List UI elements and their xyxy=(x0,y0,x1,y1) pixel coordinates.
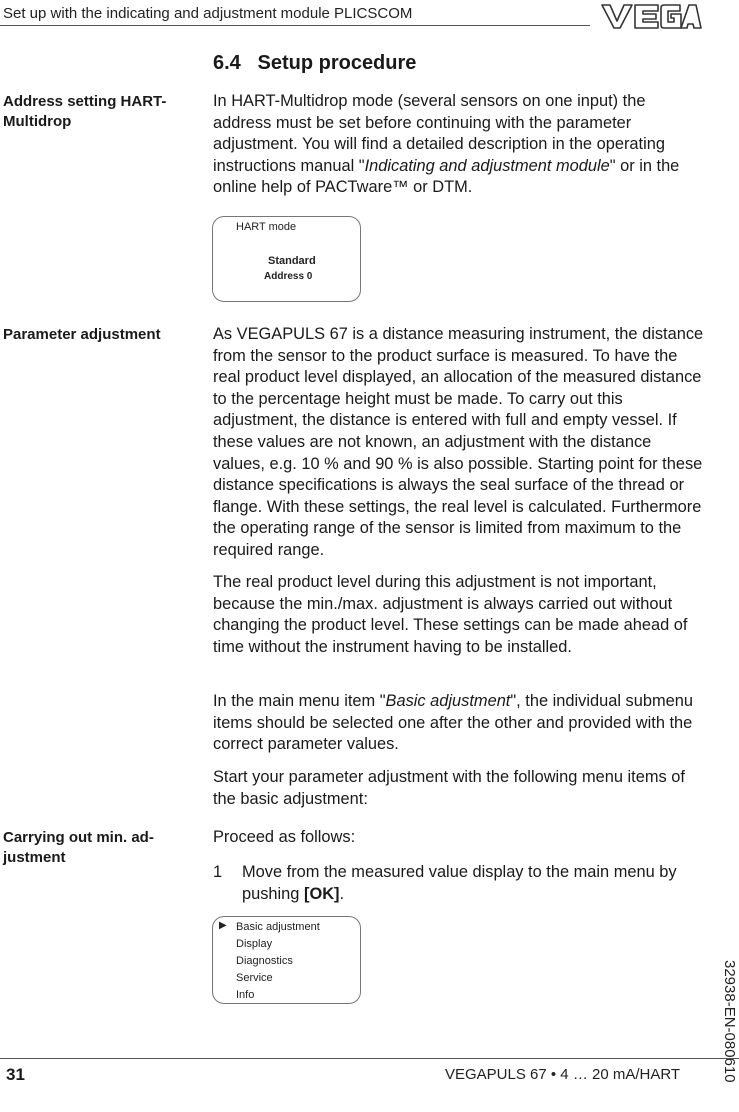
footer-product: VEGAPULS 67 • 4 … 20 mA/HART xyxy=(445,1066,681,1083)
parameter-paragraph-3: In the main menu item "Basic adjustment", the individual submenu items should be selected one after the other and provided with the correct parameter values. xyxy=(213,692,693,754)
menu-item-display: Display xyxy=(236,938,273,950)
menu-item-service: Service xyxy=(236,972,273,984)
display-address: Address 0 xyxy=(264,271,313,282)
vega-logo xyxy=(600,2,702,30)
menu-item-basic-adjustment: Basic adjustment xyxy=(236,921,320,933)
step-text: Move from the measured value display to the main menu by pushing [OK]. xyxy=(242,863,677,903)
svg-text:VEGA: VEGA xyxy=(600,2,603,3)
section-heading xyxy=(213,51,416,75)
header-divider xyxy=(0,25,590,26)
section-title: Setup procedure xyxy=(257,52,417,74)
step-number: 1 xyxy=(213,863,223,881)
parameter-paragraph-2: The real product level during this adjustment is not important, because the min./max. adjustment is always carried out without changing the product level. These settings can be made ahead of time without the instrument having to be installed. xyxy=(213,573,688,656)
document-code: 32938-EN-080610 xyxy=(721,960,738,1083)
page-number: 31 xyxy=(6,1065,25,1084)
min-adjustment-label: Carrying out min. ad- justment xyxy=(3,829,154,866)
section-number: 6.4 xyxy=(213,52,241,74)
header-title: Set up with the indicating and adjustment module PLICSCOM xyxy=(3,5,413,22)
parameter-paragraph-1: As VEGAPULS 67 is a distance measuring instrument, the distance from the sensor to the product surface is measured. To have the real product level displayed, an allocation of the measured distance to the percentage height must be made. To carry out this adjustment, the distance is entered with full and empty vessel. If these values are not known, an adjustment with the distance values, e.g. 10 % and 90 % is also possible. Starting point for these distance specifications is always the seal surface of the thread or flange. With these settings, the real level is calculated. Furthermore the operating range of the sensor is limited from maximum to the required range. xyxy=(213,325,704,559)
display-main-menu xyxy=(212,916,361,1004)
min-adjustment-intro: Proceed as follows: xyxy=(213,828,356,846)
parameter-adjustment-label: Parameter adjustment xyxy=(3,326,161,343)
footer-divider xyxy=(0,1058,739,1059)
address-setting-label: Address setting HART-Multidrop xyxy=(3,93,167,130)
display-value: Standard xyxy=(268,255,316,267)
display-hart-mode xyxy=(212,216,361,302)
menu-item-info: Info xyxy=(236,989,255,1001)
address-setting-text: In HART-Multidrop mode (several sensors on one input) the address must be set before continuing with the parameter adjustment. You will find a detailed description in the operating instructions manual "Indicating and adjustment module" or in the online help of PACTware™ or DTM. xyxy=(213,92,680,197)
pointer-icon: ▶ xyxy=(219,920,227,931)
display-title: HART mode xyxy=(236,221,297,233)
menu-item-diagnostics: Diagnostics xyxy=(236,955,293,967)
parameter-paragraph-4: Start your parameter adjustment with the following menu items of the basic adjustment: xyxy=(213,768,685,808)
